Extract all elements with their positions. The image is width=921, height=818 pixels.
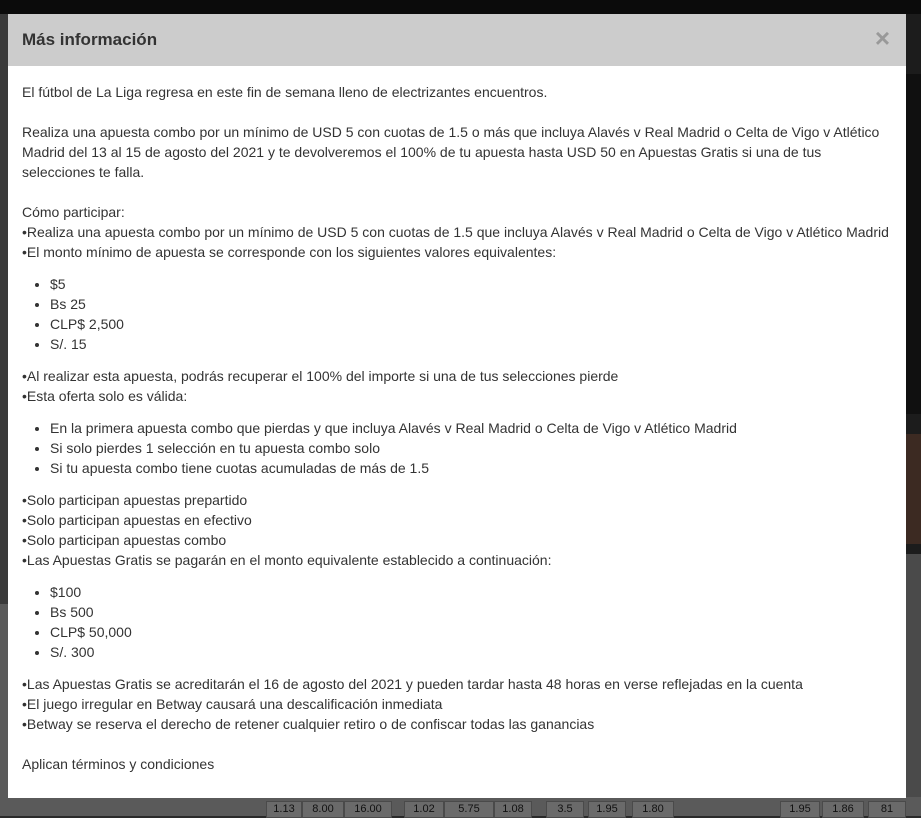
info-modal: [8, 14, 906, 798]
list-item: • S/. 300: [50, 642, 892, 662]
how-to-title: Cómo participar:: [22, 204, 125, 220]
list-item: • $100: [50, 582, 892, 602]
odds-cell[interactable]: 3.5: [546, 801, 584, 818]
background-top-bar: [0, 0, 921, 14]
list-item: • $5: [50, 274, 892, 294]
rule-text: •Solo participan apuestas prepartido: [22, 492, 248, 508]
odds-cell[interactable]: 81: [868, 801, 906, 818]
odds-cell[interactable]: 1.08: [494, 801, 532, 818]
background-right-panel: [906, 14, 921, 816]
rule-text: •Esta oferta solo es válida:: [22, 388, 188, 404]
min-stake-list: [22, 274, 892, 354]
modal-body: [8, 66, 906, 774]
background-left-panel: [0, 14, 8, 816]
modal-title: Más información: [22, 30, 158, 49]
odds-cell[interactable]: 1.80: [632, 801, 674, 818]
rule-text: •El juego irregular en Betway causará una descalificación inmediata: [22, 696, 443, 712]
odds-cell[interactable]: 1.02: [404, 801, 444, 818]
rule-text: •Las Apuestas Gratis se pagarán en el monto equivalente establecido a continuación:: [22, 552, 552, 568]
rule-text: •Betway se reserva el derecho de retener cualquier retiro o de confiscar todas las ganancias: [22, 716, 595, 732]
rule-text: •Solo participan apuestas combo: [22, 532, 227, 548]
odds-cell[interactable]: 1.13: [266, 801, 302, 818]
list-item: • S/. 15: [50, 334, 892, 354]
freebet-amount-list: [22, 582, 892, 662]
terms-text: Aplican términos y condiciones: [22, 756, 215, 772]
rule-text: •Las Apuestas Gratis se acreditarán el 16 de agosto del 2021 y pueden tardar hasta 48 horas en verse reflejadas en la cuenta: [22, 676, 803, 692]
how-to-step: •El monto mínimo de apuesta se corresponde con los siguientes valores equivalentes:: [22, 244, 557, 260]
odds-cell[interactable]: 1.95: [780, 801, 820, 818]
list-item: • CLP$ 50,000: [50, 622, 892, 642]
rule-text: •Al realizar esta apuesta, podrás recuperar el 100% del importe si una de tus selecciones pierde: [22, 368, 619, 384]
background-odds-row: [0, 797, 921, 816]
list-item: • CLP$ 2,500: [50, 314, 892, 334]
rule-text: •Solo participan apuestas en efectivo: [22, 512, 252, 528]
how-to-step: •Realiza una apuesta combo por un mínimo de USD 5 con cuotas de 1.5 que incluya Alavés v Real Madrid o Celta de Vigo v Atlético Madrid: [22, 224, 889, 240]
list-item: • Si solo pierdes 1 selección en tu apuesta combo solo: [50, 438, 892, 458]
valid-conditions-list: [22, 418, 892, 478]
intro-text: El fútbol de La Liga regresa en este fin de semana lleno de electrizantes encuentros.: [22, 84, 548, 100]
odds-cell[interactable]: 1.95: [588, 801, 626, 818]
list-item: • Si tu apuesta combo tiene cuotas acumuladas de más de 1.5: [50, 458, 892, 478]
list-item: • En la primera apuesta combo que pierdas y que incluya Alavés v Real Madrid o Celta de Vigo v Atlético Madrid: [50, 418, 892, 438]
list-item: • Bs 500: [50, 602, 892, 622]
offer-text: Realiza una apuesta combo por un mínimo de USD 5 con cuotas de 1.5 o más que incluya Alavés v Real Madrid o Celta de Vigo v Atlético Madrid del 13 al 15 de agosto del 2021 y te devolveremos el 100% de tu apuesta hasta USD 50 en Apuestas Gratis si una de tus selecciones te falla.: [22, 124, 880, 180]
odds-cell[interactable]: 8.00: [302, 801, 344, 818]
close-icon[interactable]: ×: [874, 23, 890, 53]
odds-cell[interactable]: 16.00: [344, 801, 392, 818]
odds-cell[interactable]: 1.86: [822, 801, 864, 818]
modal-header: [8, 14, 906, 66]
list-item: • Bs 25: [50, 294, 892, 314]
odds-cell[interactable]: 5.75: [444, 801, 494, 818]
